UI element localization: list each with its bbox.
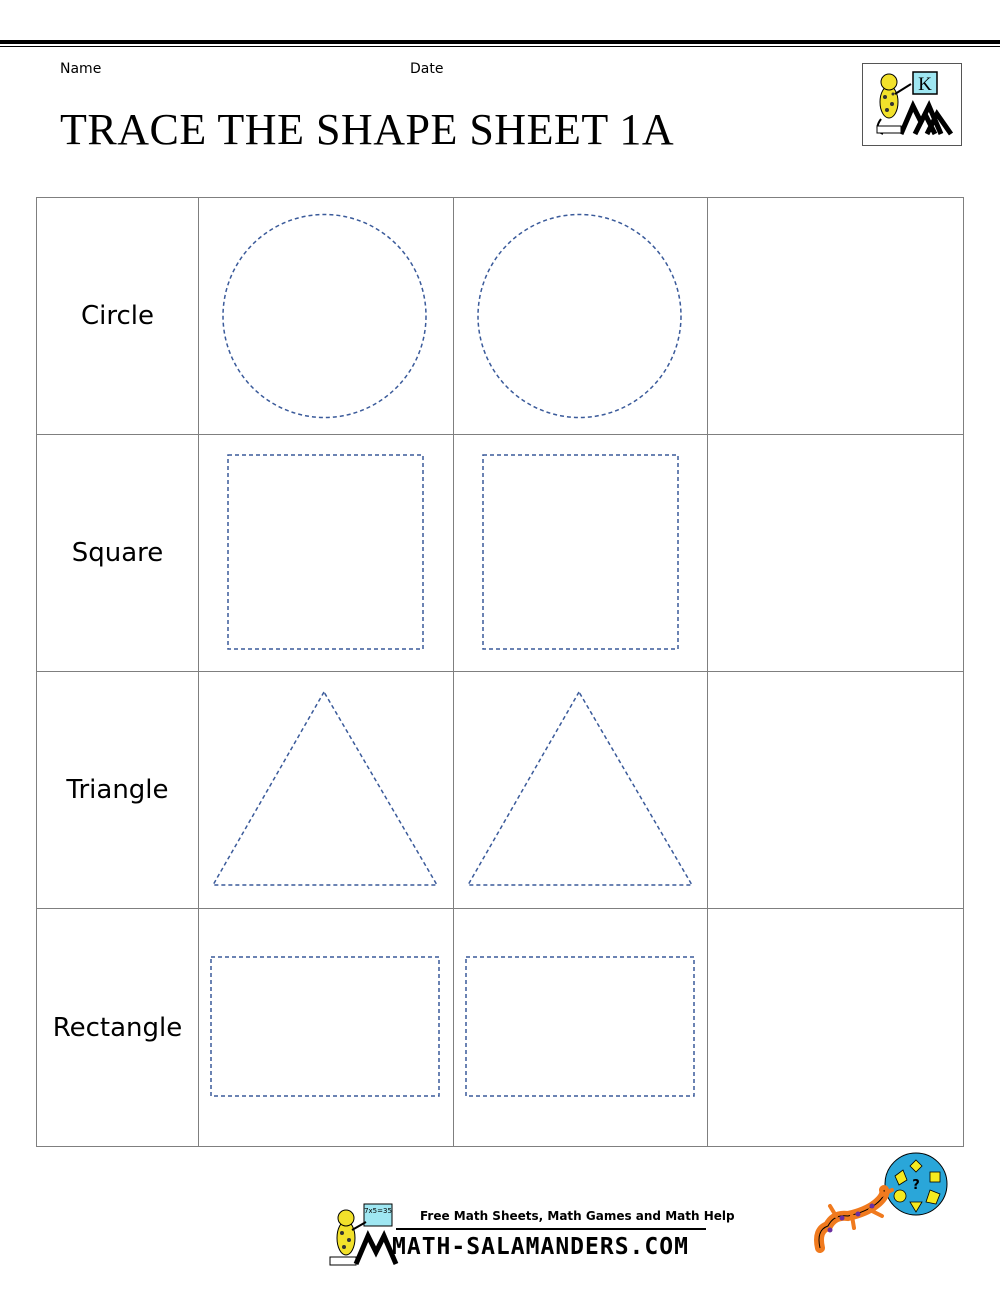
trace-cell-circle-1[interactable] — [198, 198, 453, 435]
row-label-circle: Circle — [37, 198, 199, 435]
trace-cell-rectangle-1[interactable] — [198, 909, 453, 1147]
page-title: TRACE THE SHAPE SHEET 1A — [60, 105, 675, 154]
dashed-circle-icon — [199, 198, 454, 435]
table-row — [37, 198, 964, 435]
dashed-square-icon — [199, 435, 454, 672]
name-label: Name — [60, 61, 102, 77]
table-row — [37, 435, 964, 672]
row-label-rectangle: Rectangle — [37, 909, 199, 1147]
footer-badge: 7x5=35 — [364, 1207, 392, 1215]
draw-cell-circle[interactable] — [708, 198, 964, 435]
draw-cell-square[interactable] — [708, 435, 964, 672]
trace-cell-circle-2[interactable] — [453, 198, 708, 435]
shape-table — [36, 197, 964, 1147]
dashed-rectangle-icon — [199, 909, 454, 1147]
dashed-triangle-icon — [454, 672, 709, 909]
header-logo — [862, 63, 962, 146]
dashed-square-icon — [454, 435, 709, 672]
draw-cell-rectangle[interactable] — [708, 909, 964, 1147]
footer-tagline: Free Math Sheets, Math Games and Math Help — [420, 1209, 735, 1223]
trace-cell-triangle-2[interactable] — [453, 672, 708, 909]
top-rule-thin — [0, 46, 1000, 47]
table-row — [37, 672, 964, 909]
salamander-ball-icon — [812, 1150, 952, 1260]
salamander-k-logo-icon — [863, 64, 961, 145]
dashed-triangle-icon — [199, 672, 454, 909]
date-label: Date — [410, 61, 444, 77]
dashed-rectangle-icon — [454, 909, 709, 1147]
ball-question-mark: ? — [912, 1178, 920, 1193]
trace-cell-square-2[interactable] — [453, 435, 708, 672]
top-rule — [0, 40, 1000, 44]
trace-cell-square-1[interactable] — [198, 435, 453, 672]
table-row — [37, 909, 964, 1147]
logo-letter: K — [918, 74, 932, 95]
footer-site: MATH-SALAMANDERS.COM — [392, 1234, 689, 1260]
row-label-triangle: Triangle — [37, 672, 199, 909]
trace-cell-triangle-1[interactable] — [198, 672, 453, 909]
trace-cell-rectangle-2[interactable] — [453, 909, 708, 1147]
draw-cell-triangle[interactable] — [708, 672, 964, 909]
row-label-square: Square — [37, 435, 199, 672]
dashed-circle-icon — [454, 198, 709, 435]
